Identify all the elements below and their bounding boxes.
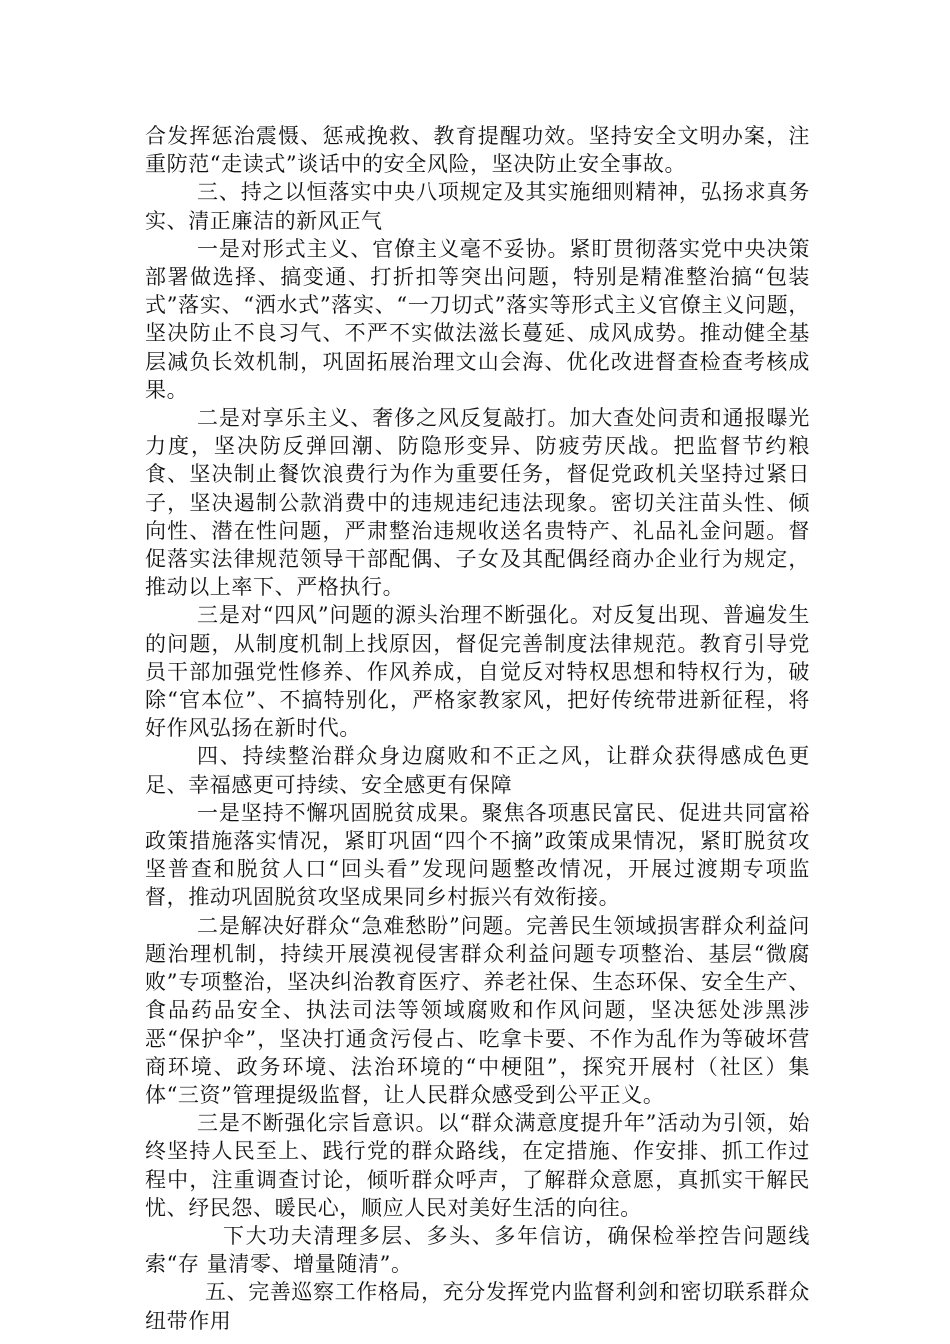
- paragraph-petitions: 下大功夫清理多层、多头、多年信访，确保检举控告问题线索“存 量清零、增量随清”。: [145, 1223, 810, 1277]
- paragraph-continuation: 合发挥惩治震慑、惩戒挽救、教育提醒功效。坚持安全文明办案，注重防范“走读式”谈话中的安全风险，坚决防止安全事故。: [145, 124, 810, 177]
- section-heading-4: 四、持续整治群众身边腐败和不正之风，让群众获得感成色更足、幸福感更可持续、安全感更有保障: [145, 744, 810, 797]
- paragraph-hedonism: 二是对享乐主义、奢侈之风反复敲打。加大查处问责和通报曝光力度，坚决防反弹回潮、防隐形变异、防疲劳厌战。把监督节约粮食、坚决制止餐饮浪费行为作为重要任务，督促党政机关坚持过紧日子，坚决遏制公款消费中的违规违纪违法现象。密切关注苗头性、倾向性、潜在性问题，严肃整治违规收送名贵特产、礼品礼金问题。督促落实法律规范领导干部配偶、子女及其配偶经商办企业行为规定，推动以上率下、严格执行。: [145, 406, 810, 600]
- section-heading-3: 三、持之以恒落实中央八项规定及其实施细则精神，弘扬求真务实、清正廉洁的新风正气: [145, 180, 810, 233]
- paragraph-poverty: 一是坚持不懈巩固脱贫成果。聚焦各项惠民富民、促进共同富裕政策措施落实情况，紧盯巩固“四个不摘”政策成果情况，紧盯脱贫攻坚普查和脱贫人口“回头看”发现问题整改情况，开展过渡期专项监督，推动巩固脱贫攻坚成果同乡村振兴有效衔接。: [145, 800, 810, 910]
- paragraph-urgent-issues: 二是解决好群众“急难愁盼”问题。完善民生领域损害群众利益问题治理机制，持续开展漠视侵害群众利益问题专项整治、基层“微腐败”专项整治，坚决纠治教育医疗、养老社保、生态环保、安全生产、食品药品安全、执法司法等领域腐败和作风问题，坚决惩处涉黑涉恶“保护伞”，坚决打通贪污侵占、吃拿卡要、不作为乱作为等破坏营商环境、政务环境、法治环境的“中梗阻”，探究开展村（社区）集体“三资”管理提级监督，让人民群众感受到公平正义。: [145, 913, 810, 1107]
- section-heading-5: 五、完善巡察工作格局，充分发挥党内监督利剑和密切联系群众纽带作用: [145, 1280, 810, 1333]
- paragraph-four-winds: 三是对“四风”问题的源头治理不断强化。对反复出现、普遍发生的问题，从制度机制上找原因，督促完善制度法律规范。教育引导党员干部加强党性修养、作风养成，自觉反对特权思想和特权行为，破除“官本位”、不搞特别化，严格家教家风，把好传统带进新征程，将好作风弘扬在新时代。: [145, 603, 810, 741]
- paragraph-purpose: 三是不断强化宗旨意识。以“群众满意度提升年”活动为引领，始终坚持人民至上、践行党的群众路线，在定措施、作安排、抓工作过程中，注重调查讨论，倾听群众呼声，了解群众意愿，真抓实干解民忧、纾民怨、暖民心，顺应人民对美好生活的向往。: [145, 1111, 810, 1220]
- document-body: [145, 122, 810, 1335]
- paragraph-formalism: 一是对形式主义、官僚主义毫不妥协。紧盯贯彻落实党中央决策部署做选择、搞变通、打折扣等突出问题，特别是精准整治搞“包装式”落实、“洒水式”落实、“一刀切式”落实等形式主义官僚主义问题，坚决防止不良习气、不严不实做法滋长蔓延、成风成势。推动健全基层减负长效机制，巩固拓展治理文山会海、优化改进督查检查考核成果。: [145, 236, 810, 402]
